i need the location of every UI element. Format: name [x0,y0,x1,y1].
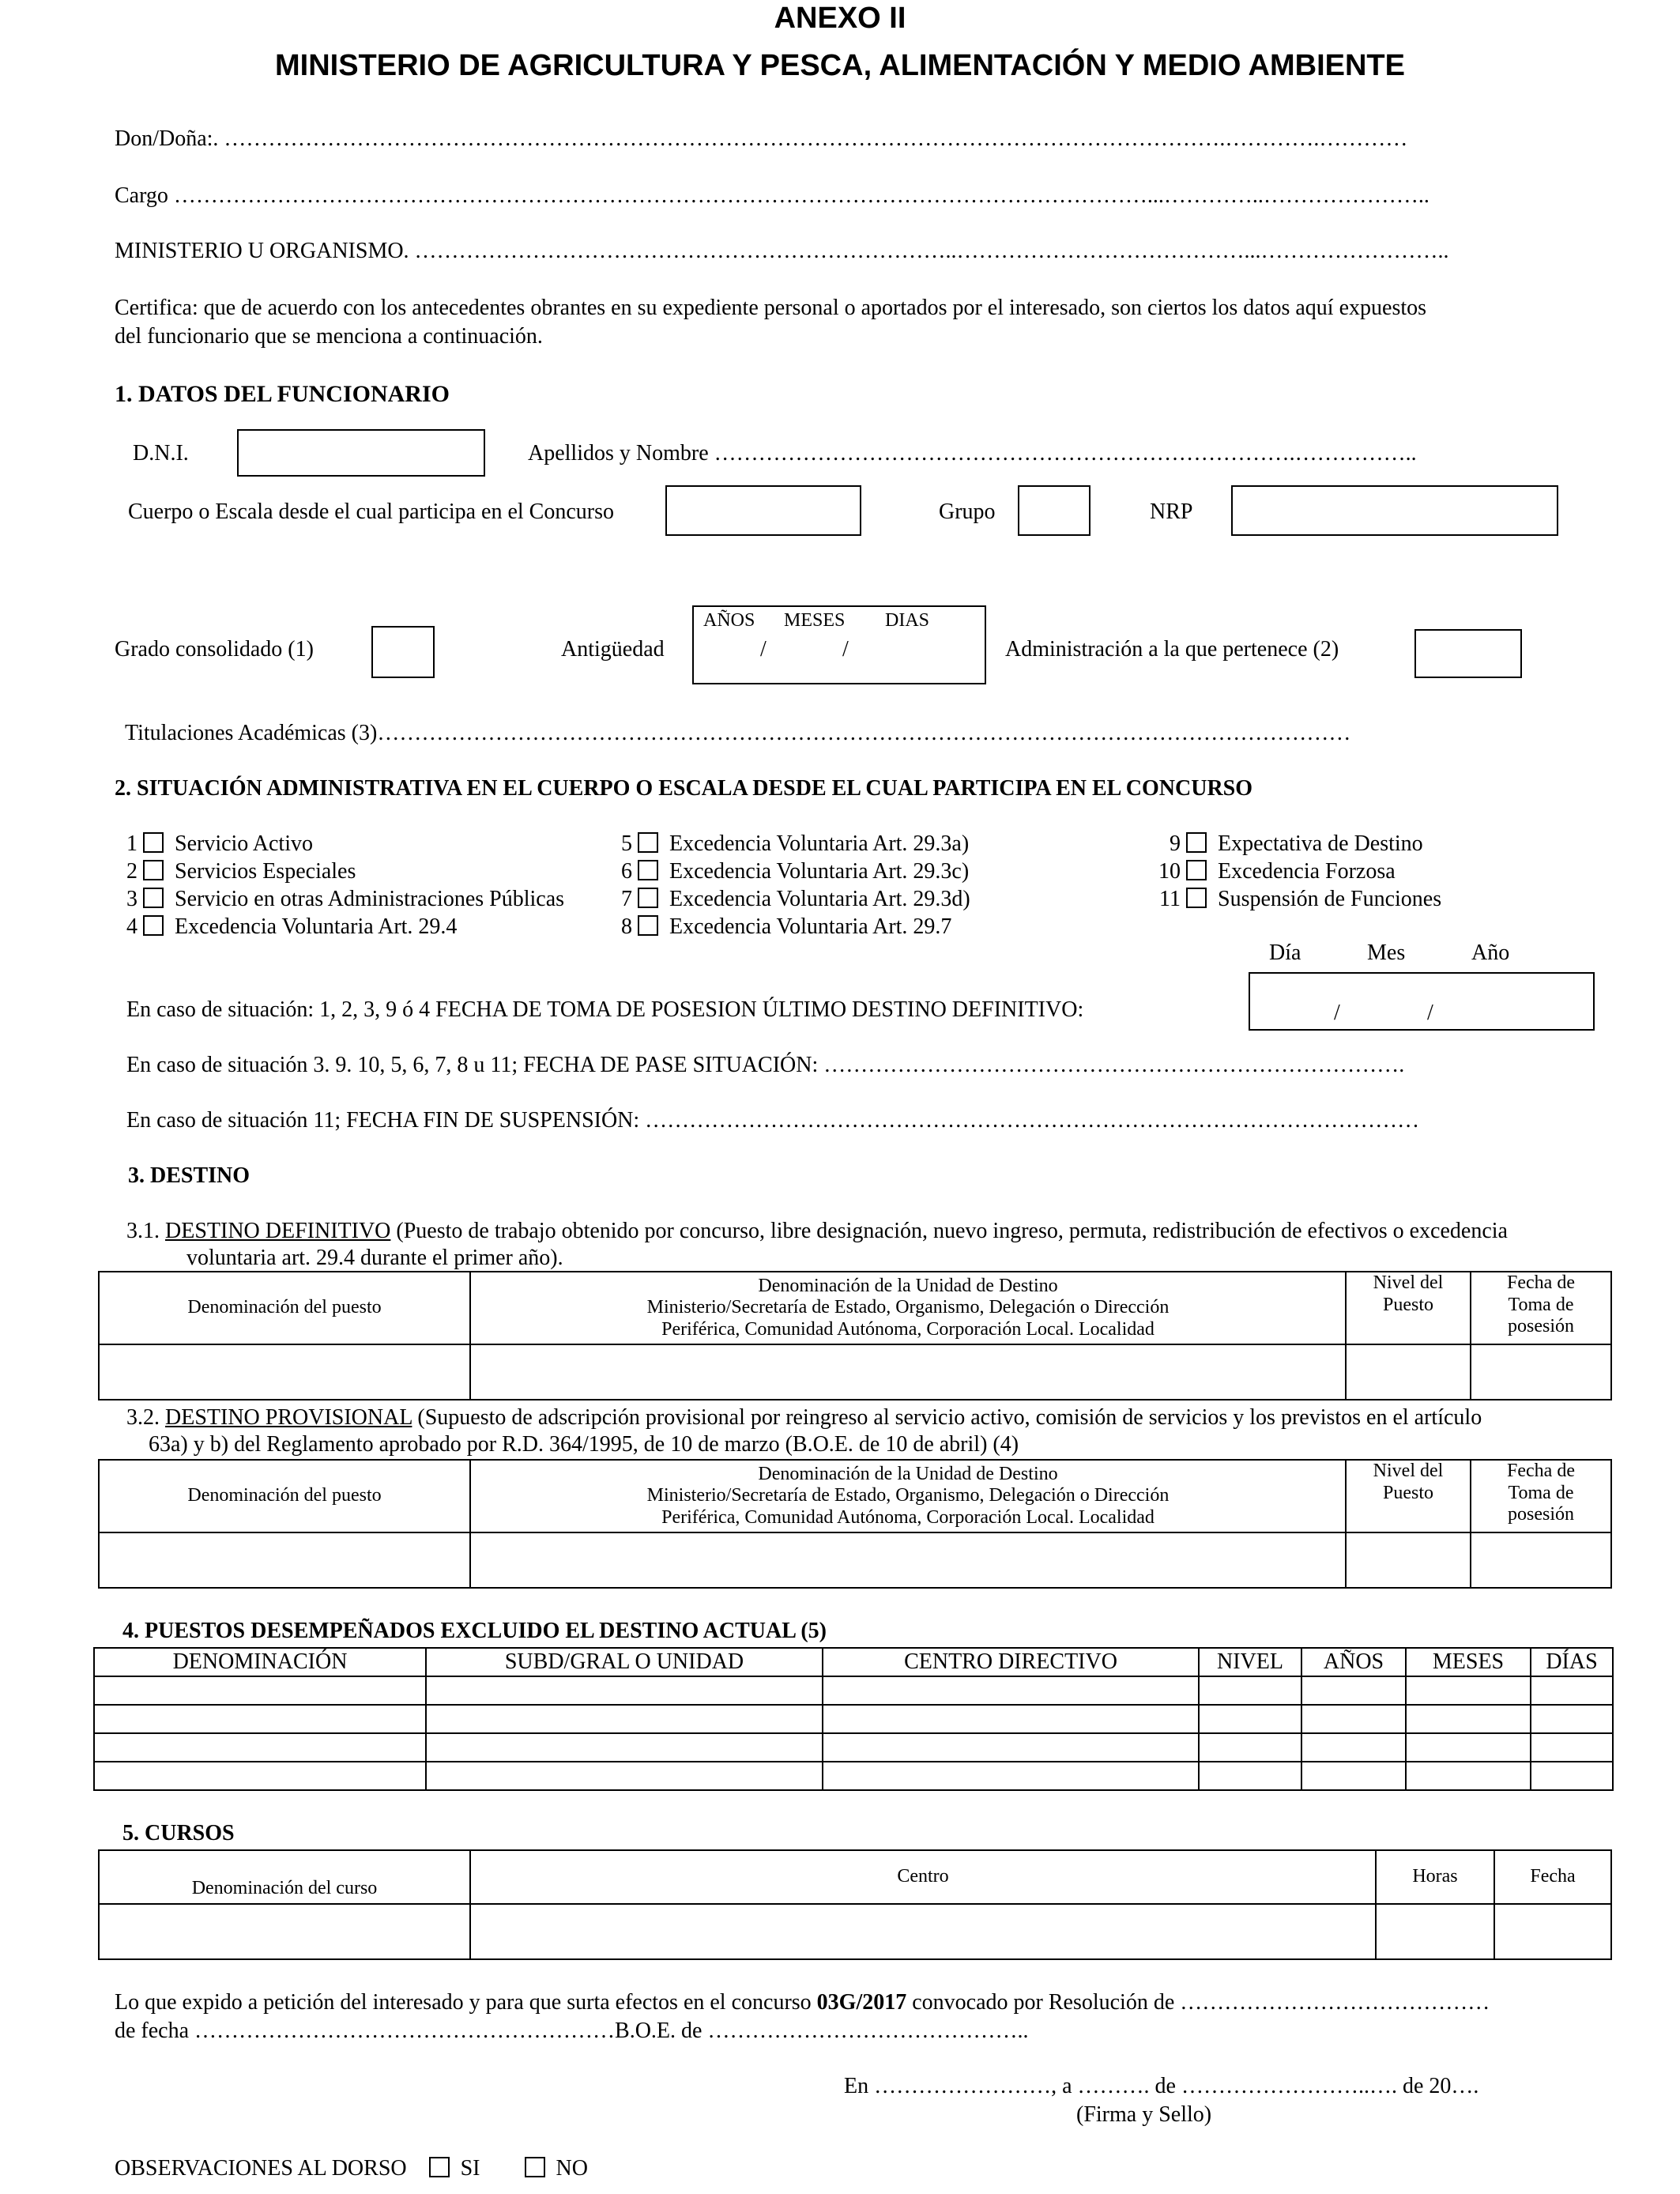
destino-provisional-desc: (Supuesto de adscripción provisional por reingreso al servicio activo, comisión de servicios y los previstos en el artículo [412,1405,1482,1430]
observaciones-row [115,2156,588,2181]
destino-provisional-text [126,1405,1482,1431]
toma-posesion-date-field[interactable] [1249,972,1595,1031]
situation-col-1 [119,830,564,941]
administracion-field[interactable] [1414,629,1522,678]
expido-text-a: Lo que expido a petición del interesado y para que surta efectos en el concurso [115,1990,817,2015]
th-unidad-line-2: Ministerio/Secretaría de Estado, Organismo, Delegación o Dirección [646,1297,1170,1318]
expido-text [115,1990,1490,2015]
lugar-fecha-line: En ……………………, a ………. de ……………………..…. de 20…. [844,2074,1479,2098]
grado-label: Grado consolidado (1) [115,637,314,662]
certifica-text-2: del funcionario que se menciona a continuación. [115,324,543,349]
option-label: Servicios Especiales [175,859,356,884]
checkbox-icon[interactable] [1186,832,1207,853]
cell-fecha[interactable] [1471,1344,1611,1400]
checkbox-icon[interactable] [143,888,164,908]
checkbox-icon[interactable] [1186,888,1207,908]
th-subd: SUBD/GRAL O UNIDAD [426,1648,823,1676]
situation-col-2 [613,830,970,941]
destino-provisional-desc-2: 63a) y b) del Reglamento aprobado por R.D. 364/1995, de 10 de marzo (B.O.E. de 10 de abril) (4) [149,1432,1019,1457]
section-2-title: 2. SITUACIÓN ADMINISTRATIVA EN EL CUERPO O ESCALA DESDE EL CUAL PARTICIPA EN EL CONCURSO [115,776,1253,801]
th-unidad-line-1: Denominación de la Unidad de Destino [758,1275,1058,1296]
situation-option-3[interactable] [119,885,564,913]
cell[interactable] [94,1705,426,1733]
th-horas: Horas [1376,1850,1494,1904]
cell[interactable] [1531,1676,1613,1705]
cell-fecha[interactable] [1471,1532,1611,1588]
th-unidad [470,1460,1346,1532]
mes-label: Mes [1367,941,1406,965]
th-curso: Denominación del curso [99,1850,470,1904]
th-nivel: NIVEL [1199,1648,1301,1676]
cell[interactable] [426,1733,823,1762]
cell[interactable] [1301,1676,1406,1705]
checkbox-icon[interactable] [638,832,658,853]
checkbox-icon[interactable] [143,832,164,853]
no-checkbox[interactable] [525,2157,545,2177]
option-label: Excedencia Forzosa [1218,859,1396,884]
section-1-title: 1. DATOS DEL FUNCIONARIO [115,381,450,407]
situation-option-11[interactable] [1151,885,1441,913]
checkbox-icon[interactable] [638,860,658,880]
dni-label: D.N.I. [133,441,189,466]
option-label: Excedencia Voluntaria Art. 29.4 [175,914,458,939]
th-nivel [1346,1460,1471,1532]
situation-option-2[interactable] [119,858,564,885]
cell[interactable] [1199,1705,1301,1733]
th-fecha-line-2: Toma de [1508,1294,1574,1315]
no-label: NO [556,2156,588,2181]
th-fecha-line-3: posesión [1508,1316,1574,1337]
th-anos: AÑOS [1301,1648,1406,1676]
option-label: Expectativa de Destino [1218,831,1423,856]
situation-option-6[interactable] [613,858,970,885]
cargo-line: Cargo ……………………………………………………………………………………………………………………...…………..………………….. [115,183,1430,208]
pase-situacion-line: En caso de situación 3. 9. 10, 5, 6, 7, 8 u 11; FECHA DE PASE SITUACIÓN: ……………………………………………………………………. [126,1053,1405,1077]
toma-posesion-label: En caso de situación: 1, 2, 3, 9 ó 4 FECHA DE TOMA DE POSESION ÚLTIMO DESTINO DEFINITIVO: [126,997,1084,1022]
cell-fecha[interactable] [1494,1904,1611,1959]
th-fecha: Fecha [1494,1850,1611,1904]
cell-curso[interactable] [99,1904,470,1959]
cell[interactable] [823,1705,1199,1733]
destino-definitivo-number: 3.1. [126,1219,160,1243]
cell[interactable] [94,1676,426,1705]
puestos-table [93,1647,1614,1791]
th-fecha [1471,1272,1611,1344]
option-label: Suspensión de Funciones [1218,887,1442,911]
th-centro: Centro [470,1850,1376,1904]
option-number: 1 [126,831,137,856]
option-number: 2 [126,859,137,884]
grupo-label: Grupo [939,499,996,524]
cell[interactable] [1406,1733,1531,1762]
th-puesto: Denominación del puesto [99,1272,470,1344]
titulaciones-line: Titulaciones Académicas (3)…………………………………………………………………………………………………………………… [125,721,1351,745]
expido-text-b: convocado por Resolución de …………………………………… [906,1990,1490,2015]
si-checkbox[interactable] [429,2157,450,2177]
cell[interactable] [1406,1705,1531,1733]
th-fecha-line-3: posesión [1508,1504,1574,1525]
cell[interactable] [426,1676,823,1705]
situation-option-8[interactable] [613,913,970,941]
dias-label: DIAS [885,610,930,631]
cell[interactable] [1531,1705,1613,1733]
th-unidad [470,1272,1346,1344]
th-meses: MESES [1406,1648,1531,1676]
cell[interactable] [426,1705,823,1733]
option-number: 4 [126,914,137,939]
situation-col-3 [1151,830,1441,913]
don-line: Don/Doña:. ……………………………………………………………………………………………………………………….………….………… [115,126,1408,151]
fecha-boe-line: de fecha …………………………………………………B.O.E. de …………………………………….. [115,2019,1029,2043]
th-fecha-line-1: Fecha de [1507,1272,1575,1293]
cell[interactable] [94,1733,426,1762]
date-slash-2: / [1427,1001,1433,1025]
option-number: 10 [1158,859,1181,884]
observaciones-label: OBSERVACIONES AL DORSO [115,2156,407,2181]
cell[interactable] [823,1733,1199,1762]
destino-provisional-table [98,1459,1612,1589]
cell[interactable] [426,1762,823,1790]
table-row [99,1532,1611,1588]
th-puesto: Denominación del puesto [99,1460,470,1532]
table-row [99,1904,1611,1959]
concurso-code: 03G/2017 [816,1990,907,2015]
th-fecha-line-1: Fecha de [1507,1461,1575,1481]
situation-option-7[interactable] [613,885,970,913]
destino-definitivo-desc-2: voluntaria art. 29.4 durante el primer año). [186,1246,563,1270]
th-unidad-line-2: Ministerio/Secretaría de Estado, Organismo, Delegación o Dirección [646,1485,1170,1506]
situation-option-1[interactable] [119,830,564,858]
th-centro: CENTRO DIRECTIVO [823,1648,1199,1676]
option-label: Servicio en otras Administraciones Públicas [175,887,565,911]
situation-option-10[interactable] [1151,858,1441,885]
cell[interactable] [94,1762,426,1790]
dia-label: Día [1269,941,1301,965]
ministerio-line: MINISTERIO U ORGANISMO. ………………………………………………………………..…………………………………...…………………….. [115,239,1449,263]
cell[interactable] [823,1676,1199,1705]
cell-unidad[interactable] [470,1532,1346,1588]
nrp-label: NRP [1150,499,1193,524]
option-label: Excedencia Voluntaria Art. 29.3c) [669,859,970,884]
section-5-title: 5. CURSOS [122,1821,235,1845]
fin-suspension-line: En caso de situación 11; FECHA FIN DE SUSPENSIÓN: …………………………………………………………………………………………… [126,1108,1420,1133]
cell[interactable] [1531,1762,1613,1790]
date-slash-1: / [1334,1001,1340,1025]
cell-nivel[interactable] [1346,1344,1471,1400]
cell[interactable] [1406,1676,1531,1705]
table-row [99,1344,1611,1400]
th-nivel-line-1: Nivel del [1373,1461,1444,1481]
destino-provisional-number: 3.2. [126,1405,160,1430]
option-number: 8 [621,914,632,939]
apellidos-label: Apellidos y Nombre …………………………………………………………………….…………….. [528,441,1417,466]
cuerpo-field[interactable] [665,485,861,536]
cell-horas[interactable] [1376,1904,1494,1959]
administracion-label: Administración a la que pertenece (2) [1005,637,1339,662]
destino-definitivo-table [98,1271,1612,1400]
option-number: 9 [1170,831,1181,856]
option-number: 6 [621,859,632,884]
table-row [94,1705,1613,1733]
cell-puesto[interactable] [99,1532,470,1588]
ano-label: Año [1471,941,1510,965]
th-unidad-line-3: Periférica, Comunidad Autónoma, Corporación Local. Localidad [661,1318,1155,1340]
table-row [94,1733,1613,1762]
situation-option-4[interactable] [119,913,564,941]
cell[interactable] [1531,1733,1613,1762]
antiguedad-label: Antigüedad [561,637,665,662]
destino-definitivo-desc: (Puesto de trabajo obtenido por concurso, libre designación, nuevo ingreso, permuta, redistribución de efectivos o excedencia [390,1219,1508,1243]
situation-option-9[interactable] [1151,830,1441,858]
th-fecha-line-2: Toma de [1508,1482,1574,1503]
anos-label: AÑOS [703,610,755,631]
cell[interactable] [1406,1762,1531,1790]
th-denominacion: DENOMINACIÓN [94,1648,426,1676]
meses-label: MESES [784,610,846,631]
th-unidad-line-3: Periférica, Comunidad Autónoma, Corporación Local. Localidad [661,1506,1155,1528]
checkbox-icon[interactable] [638,915,658,936]
si-label: SI [460,2156,480,2181]
option-number: 7 [621,887,632,911]
cell[interactable] [823,1762,1199,1790]
dni-field[interactable] [237,429,485,477]
th-nivel-line-1: Nivel del [1373,1272,1444,1293]
checkbox-icon[interactable] [143,860,164,880]
cell-nivel[interactable] [1346,1532,1471,1588]
annex-title: ANEXO II [774,2,906,35]
th-nivel-line-2: Puesto [1382,1482,1433,1503]
option-label: Servicio Activo [175,831,313,856]
cell-puesto[interactable] [99,1344,470,1400]
cuerpo-label: Cuerpo o Escala desde el cual participa en el Concurso [128,499,614,524]
cell[interactable] [1199,1733,1301,1762]
checkbox-icon[interactable] [1186,860,1207,880]
ministry-title: MINISTERIO DE AGRICULTURA Y PESCA, ALIMENTACIÓN Y MEDIO AMBIENTE [274,49,1405,82]
cell[interactable] [1199,1676,1301,1705]
option-number: 11 [1159,887,1181,911]
section-4-title: 4. PUESTOS DESEMPEÑADOS EXCLUIDO EL DESTINO ACTUAL (5) [122,1619,827,1643]
destino-definitivo-title: DESTINO DEFINITIVO [165,1219,391,1243]
checkbox-icon[interactable] [143,915,164,936]
option-label: Excedencia Voluntaria Art. 29.3d) [669,887,970,911]
cell-centro[interactable] [470,1904,1376,1959]
option-number: 5 [621,831,632,856]
option-number: 3 [126,887,137,911]
th-nivel-line-2: Puesto [1382,1294,1433,1315]
slash-1: / [760,637,767,662]
cell[interactable] [1301,1705,1406,1733]
th-fecha [1471,1460,1611,1532]
destino-definitivo-text [126,1219,1508,1244]
grupo-field[interactable] [1018,485,1090,536]
certifica-text-1: Certifica: que de acuerdo con los antecedentes obrantes en su expediente personal o aportados por el interesado, son ciertos los datos aquí expuestos [115,296,1427,320]
table-row [94,1676,1613,1705]
cell[interactable] [1199,1762,1301,1790]
option-label: Excedencia Voluntaria Art. 29.7 [669,914,952,939]
destino-provisional-title: DESTINO PROVISIONAL [165,1405,412,1430]
situation-option-5[interactable] [613,830,970,858]
cell-unidad[interactable] [470,1344,1346,1400]
th-unidad-line-1: Denominación de la Unidad de Destino [758,1463,1058,1484]
cell[interactable] [1301,1733,1406,1762]
th-nivel [1346,1272,1471,1344]
nrp-field[interactable] [1231,485,1558,536]
cursos-table [98,1849,1612,1960]
table-row [94,1762,1613,1790]
grado-field[interactable] [371,626,435,678]
firma-sello-label: (Firma y Sello) [1076,2102,1212,2127]
option-label: Excedencia Voluntaria Art. 29.3a) [669,831,970,856]
cell[interactable] [1301,1762,1406,1790]
checkbox-icon[interactable] [638,888,658,908]
slash-2: / [842,637,849,662]
section-3-title: 3. DESTINO [128,1163,250,1188]
th-dias: DÍAS [1531,1648,1613,1676]
